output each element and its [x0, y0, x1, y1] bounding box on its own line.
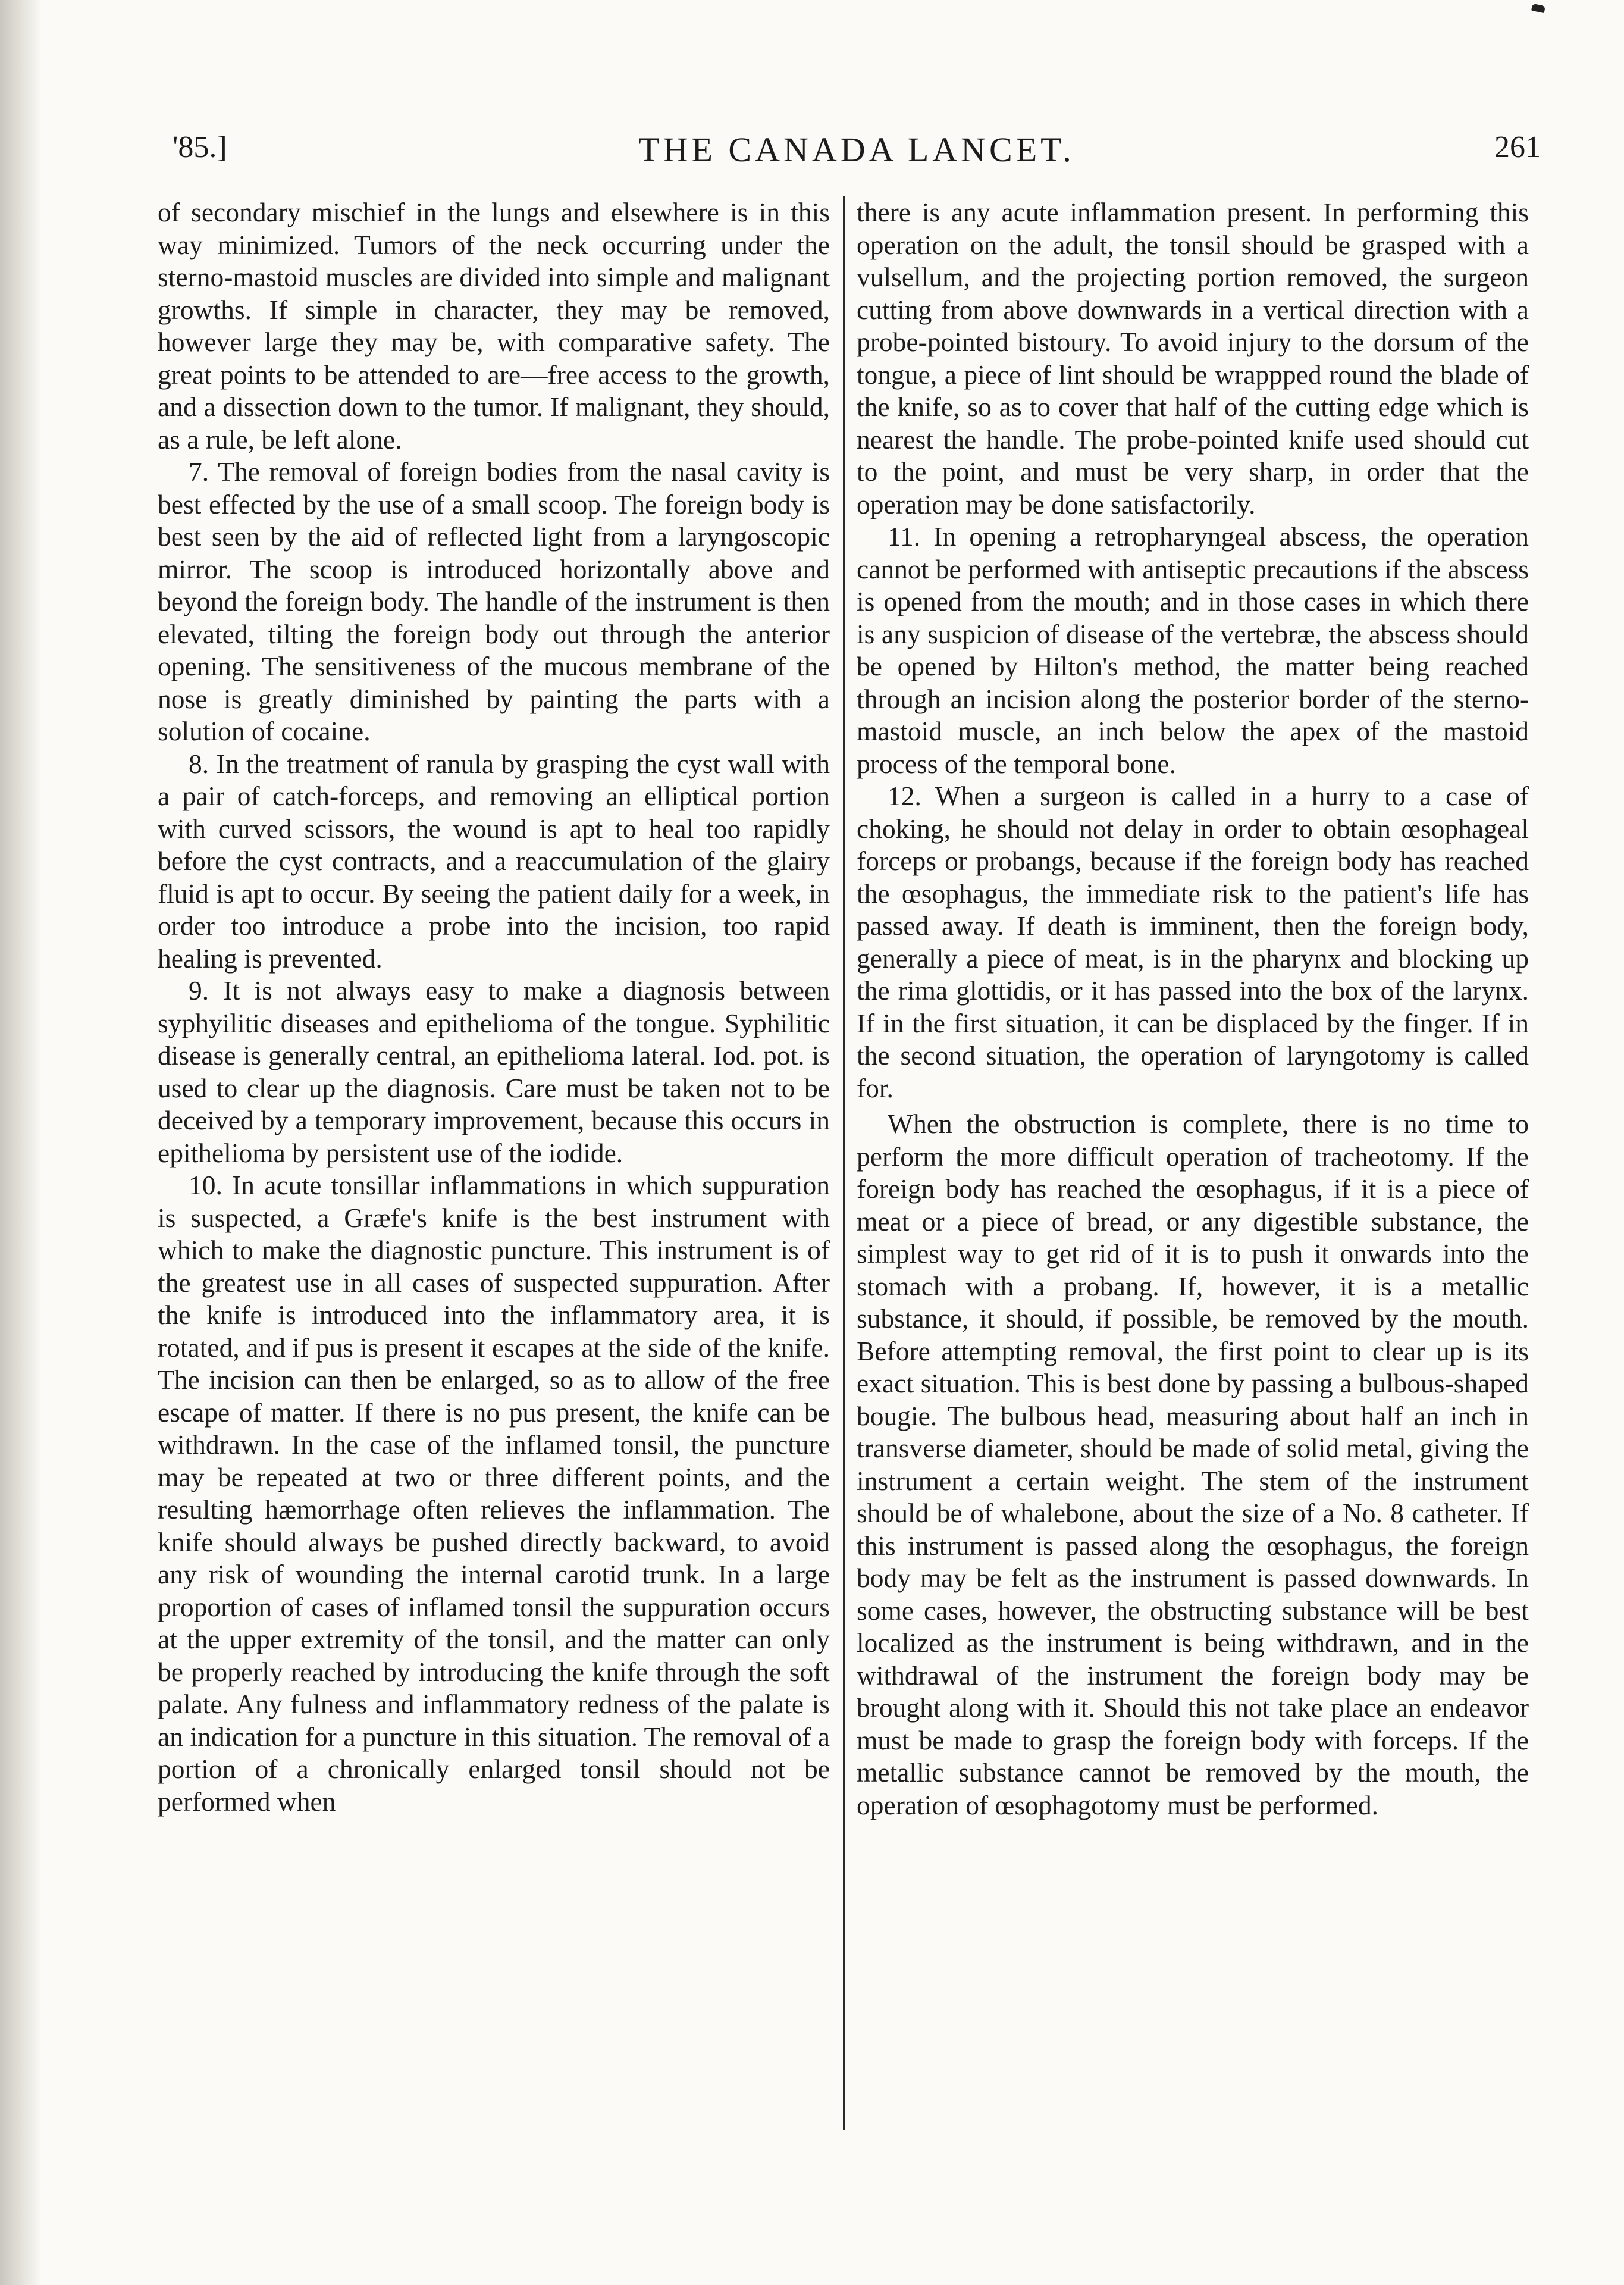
column-divider: [843, 196, 845, 2130]
journal-title: THE CANADA LANCET.: [638, 130, 1075, 169]
page-number: 261: [1494, 130, 1541, 164]
paragraph-obstruction: When the obstruction is complete, there is no time to perform the more difficult operation of tracheotomy. If the foreign body has reached the œsophagus, if it is a piece of meat or a piece of bread, or any digestible substance, the simplest way to get rid of it is to push it onwards into the stomach with a probang. If, however, it is a metallic substance, it should, if possible, be removed by the mouth. Before attempting removal, the first point to clear up is its exact situation. This is best done by passing a bulbous-shaped bougie. The bulbous head, measuring about half an inch in transverse diameter, should be made of solid metal, giving the instrument a certain weight. The stem of the instrument should be of whalebone, about the size of a No. 8 catheter. If this instrument is passed along the œsophagus, the foreign body may be felt as the instrument is passed downwards. In some cases, however, the obstructing substance will be best localized as the instrument is being withdrawn, and in the withdrawal of the instrument the foreign body may be brought along with it. Should this not take place an endeavor must be made to grasp the foreign body with forceps. If the metallic substance cannot be removed by the mouth, the operation of œsophagotomy must be performed.: [857, 1109, 1529, 1820]
paragraph-11: 11. In opening a retropharyngeal abscess, the operation cannot be performed with antiseptic precautions if the abscess is opened from the mouth; and in those cases in which there is any suspicion of disease of the vertebræ, the abscess should be opened by Hilton's method, the matter being reached through an incision along the posterior border of the sterno-mastoid muscle, an inch below the apex of the mastoid process of the temporal bone.: [857, 521, 1529, 779]
volume-year: '85.]: [173, 130, 227, 164]
paragraph-12: 12. When a surgeon is called in a hurry to a case of choking, he should not delay in order to obtain œsophageal forceps or probangs, because if the foreign body has reached the œsophagus, the immediate risk to the patient's life has passed away. If death is imminent, then the foreign body, generally a piece of meat, is in the pharynx and blocking up the rima glottidis, or it has passed into the box of the larynx. If in the first situation, it can be displaced by the finger. If in the second situation, the operation of laryngotomy is called for.: [857, 781, 1529, 1103]
paragraph-continuation: of secondary mischief in the lungs and elsewhere is in this way minimized. Tumors of the neck occurring under the sterno-mastoid muscles are divided into simple and malignant growths. If simple in character, they may be removed, however large they may be, with comparative safety. The great points to be attended to are—free access to the growth, and a dissection down to the tumor. If malignant, they should, as a rule, be left alone.: [158, 197, 830, 455]
paragraph-9: 9. It is not always easy to make a diagnosis between syphyilitic diseases and epithelioma of the tongue. Syphilitic disease is generally central, an epithelioma lateral. Iod. pot. is used to clear up the diagnosis. Care must be taken not to be deceived by a temporary improvement, because this occurs in epithelioma by persistent use of the iodide.: [158, 975, 830, 1168]
paragraph-10-continuation: there is any acute inflammation present. In performing this operation on the adult, the tonsil should be grasped with a vulsellum, and the projecting portion removed, the surgeon cutting from above downwards in a vertical direction with a probe-pointed bistoury. To avoid injury to the dorsum of the tongue, a piece of lint should be wrappped round the blade of the knife, so as to cover that half of the cutting edge which is nearest the handle. The probe-pointed knife used should cut to the point, and must be very sharp, in order that the operation may be done satisfactorily.: [857, 197, 1529, 519]
paragraph-7: 7. The removal of foreign bodies from the nasal cavity is best effected by the use of a small scoop. The foreign body is best seen by the aid of reflected light from a laryngoscopic mirror. The scoop is introduced horizontally above and beyond the foreign body. The handle of the instrument is then elevated, tilting the foreign body out through the anterior opening. The sensitiveness of the mucous membrane of the nose is greatly diminished by painting the parts with a solution of cocaine.: [158, 456, 830, 746]
page-spine-shadow: [0, 0, 42, 2285]
paragraph-10: 10. In acute tonsillar inflammations in which suppuration is suspected, a Græfe's knife is the best instrument with which to make the diagnostic puncture. This instrument is of the greatest use in all cases of suspected suppuration. After the knife is introduced into the inflammatory area, it is rotated, and if pus is present it escapes at the side of the knife. The incision can then be enlarged, so as to allow of the free escape of matter. If there is no pus present, the knife can be withdrawn. In the case of the inflamed tonsil, the puncture may be repeated at two or three different points, and the resulting hæmorrhage often relieves the inflammation. The knife should always be pushed directly backward, to avoid any risk of wounding the internal carotid trunk. In a large proportion of cases of inflamed tonsil the suppuration occurs at the upper extremity of the tonsil, and the matter can only be properly reached by introducing the knife through the soft palate. Any fulness and inflammatory redness of the palate is an indication for a puncture in this situation. The removal of a portion of a chronically enlarged tonsil should not be performed when: [158, 1170, 830, 1817]
left-column: [158, 196, 830, 1818]
paragraph-8: 8. In the treatment of ranula by grasping the cyst wall with a pair of catch-forceps, and removing an elliptical portion with curved scissors, the wound is apt to heal too rapidly before the cyst contracts, and a reaccumulation of the glairy fluid is apt to occur. By seeing the patient daily for a week, in order too introduce a probe into the incision, too rapid healing is prevented.: [158, 748, 830, 974]
running-header: [173, 130, 1541, 177]
scan-mark: [1531, 4, 1545, 13]
right-column: [857, 196, 1529, 1821]
